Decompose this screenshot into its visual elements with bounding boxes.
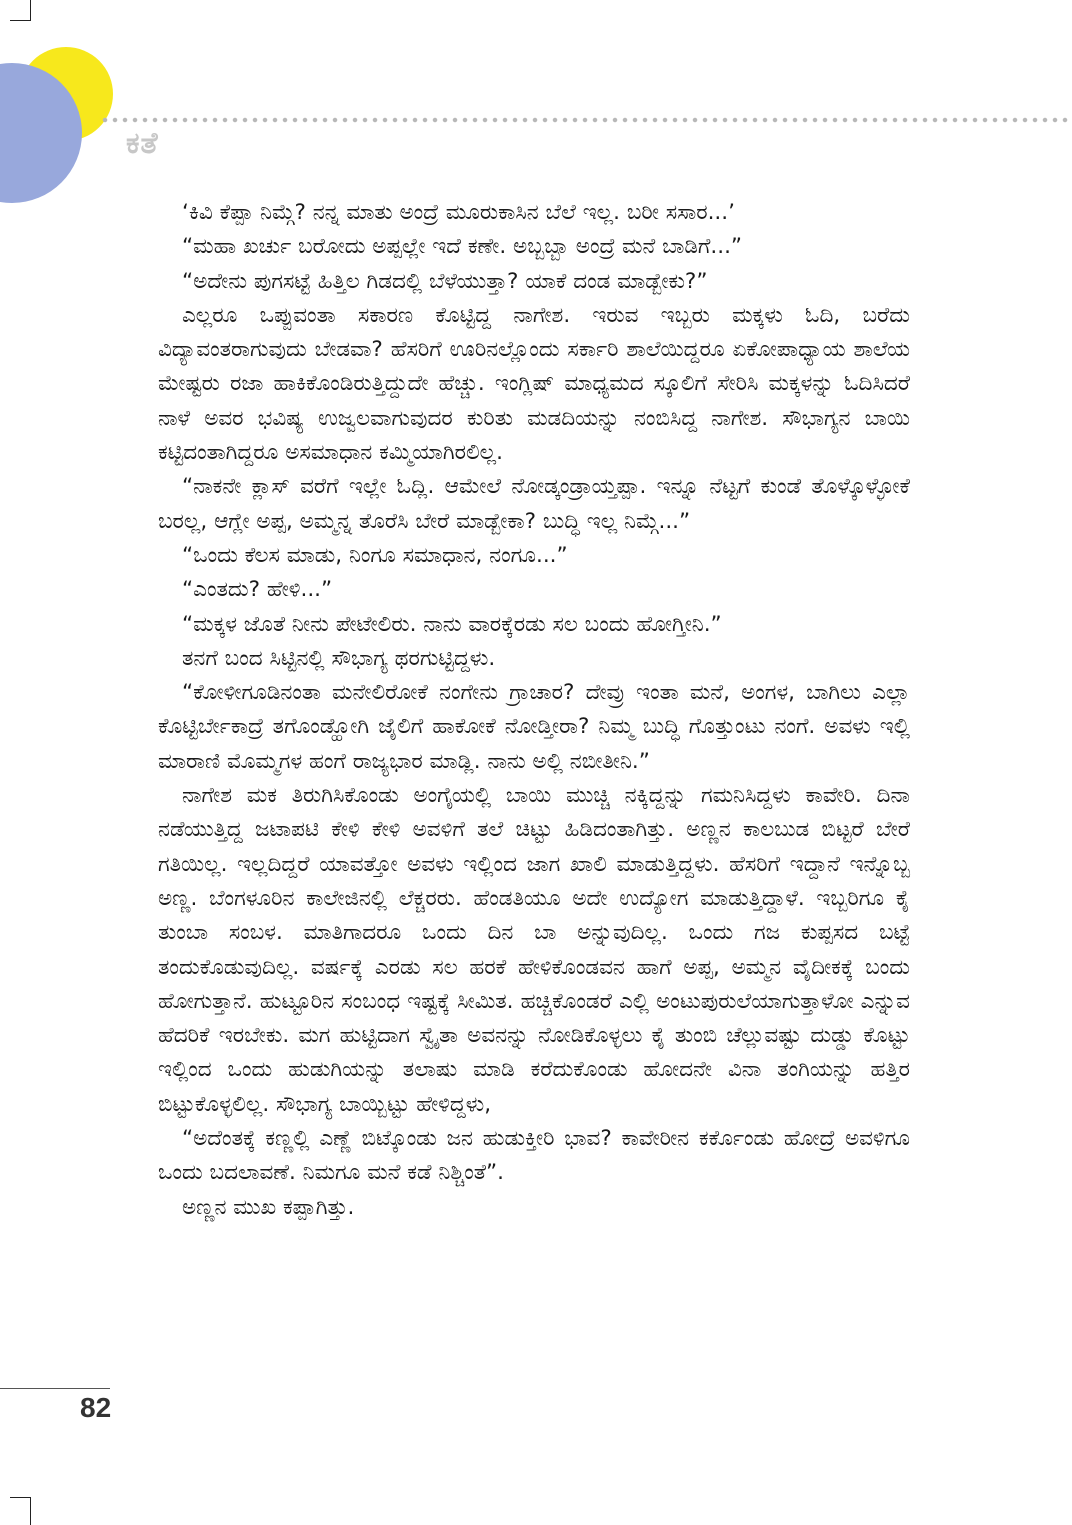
paragraph: “ಅದೆಂತಕ್ಕೆ ಕಣ್ಣಲ್ಲಿ ಎಣ್ಣೆ ಬಿಟ್ಕೊಂಡು ಜನ ಹುಡುಕ್ತೀರಿ ಭಾವ? ಕಾವೇರೀನ ಕರ್ಕೊಂಡು ಹೋದ್ರೆ ಅವಳಿಗೂ ಒಂದು ಬದಲಾವಣೆ. ನಿಮಗೂ ಮನೆ ಕಡೆ ನಿಶ್ಚಿಂತೆ”.: [158, 1126, 910, 1186]
paragraph: “ಮಕ್ಕಳ ಜೊತೆ ನೀನು ಪೇಟೇಲಿರು. ನಾನು ವಾರಕ್ಕೆರಡು ಸಲ ಬಂದು ಹೋಗ್ತೀನಿ.”: [182, 611, 722, 637]
paragraph: ಅಣ್ಣನ ಮುಖ ಕಪ್ಪಾಗಿತ್ತು.: [182, 1194, 355, 1220]
paragraph: “ಎಂತದು? ಹೇಳಿ...”: [182, 577, 333, 603]
crop-mark-top-left-h: [10, 20, 31, 21]
paragraph: ‘ಕಿವಿ ಕೆಪ್ಪಾ ನಿಮ್ಗೆ? ನನ್ನ ಮಾತು ಅಂದ್ರೆ ಮೂರುಕಾಸಿನ ಬೆಲೆ ಇಲ್ಲ. ಬರೀ ಸಸಾರ...’: [182, 200, 735, 225]
paragraph: “ಅದೇನು ಪುಗಸಟ್ಟೆ ಹಿತ್ತಿಲ ಗಿಡದಲ್ಲಿ ಬೆಳೆಯುತ್ತಾ? ಯಾಕೆ ದಂಡ ಮಾಡ್ಬೇಕು?”: [182, 268, 708, 294]
paragraph: ಎಲ್ಲರೂ ಒಪ್ಪುವಂತಾ ಸಕಾರಣ ಕೊಟ್ಟಿದ್ದ ನಾಗೇಶ. ಇರುವ ಇಬ್ಬರು ಮಕ್ಕಳು ಓದಿ, ಬರೆದು ವಿದ್ಯಾವಂತರಾಗುವುದು ಬೇಡವಾ? ಹೆಸರಿಗೆ ಊರಿನಲ್ಲೊಂದು ಸರ್ಕಾರಿ ಶಾಲೆಯಿದ್ದರೂ ಏಕೋಪಾಧ್ಯಾಯ ಶಾಲೆಯ ಮೇಷ್ಟರು ರಜಾ ಹಾಕಿಕೊಂಡಿರುತ್ತಿದ್ದುದೇ ಹೆಚ್ಚು. ಇಂಗ್ಲಿಷ್ ಮಾಧ್ಯಮದ ಸ್ಕೂಲಿಗೆ ಸೇರಿಸಿ ಮಕ್ಕಳನ್ನು ಓದಿಸಿದರೆ ನಾಳೆ ಅವರ ಭವಿಷ್ಯ ಉಜ್ವಲವಾಗುವುದರ ಕುರಿತು ಮಡದಿಯನ್ನು ನಂಬಿಸಿದ್ದ ನಾಗೇಶ. ಸೌಭಾಗ್ಯನ ಬಾಯಿ ಕಟ್ಟಿದಂತಾಗಿದ್ದರೂ ಅಸಮಾಧಾನ ಕಮ್ಮಿಯಾಗಿರಲಿಲ್ಲ.: [158, 302, 910, 466]
paragraph: “ಒಂದು ಕೆಲಸ ಮಾಡು, ನಿಂಗೂ ಸಮಾಧಾನ, ನಂಗೂ...”: [182, 542, 568, 568]
footer-rule: [0, 1388, 110, 1389]
page-number: 82: [80, 1392, 112, 1423]
crop-mark-bottom-left-v: [30, 1497, 31, 1525]
story-body: [158, 196, 910, 1225]
paragraph: ನಾಗೇಶ ಮಕ ತಿರುಗಿಸಿಕೊಂಡು ಅಂಗೈಯಲ್ಲಿ ಬಾಯಿ ಮುಚ್ಚಿ ನಕ್ಕಿದ್ದನ್ನು ಗಮನಿಸಿದ್ದಳು ಕಾವೇರಿ. ದಿನಾ ನಡೆಯುತ್ತಿದ್ದ ಜಟಾಪಟಿ ಕೇಳಿ ಕೇಳಿ ಅವಳಿಗೆ ತಲೆ ಚಿಟ್ಟು ಹಿಡಿದಂತಾಗಿತ್ತು. ಅಣ್ಣನ ಕಾಲಬುಡ ಬಿಟ್ಟರೆ ಬೇರೆ ಗತಿಯಿಲ್ಲ. ಇಲ್ಲದಿದ್ದರೆ ಯಾವತ್ತೋ ಅವಳು ಇಲ್ಲಿಂದ ಜಾಗ ಖಾಲಿ ಮಾಡುತ್ತಿದ್ದಳು. ಹೆಸರಿಗೆ ಇದ್ದಾನೆ ಇನ್ನೊಬ್ಬ ಅಣ್ಣ. ಬೆಂಗಳೂರಿನ ಕಾಲೇಜಿನಲ್ಲಿ ಲೆಕ್ಚರರು. ಹೆಂಡತಿಯೂ ಅದೇ ಉದ್ಯೋಗ ಮಾಡುತ್ತಿದ್ದಾಳೆ. ಇಬ್ಬರಿಗೂ ಕೈ ತುಂಬಾ ಸಂಬಳ. ಮಾತಿಗಾದರೂ ಒಂದು ದಿನ ಬಾ ಅನ್ನುವುದಿಲ್ಲ. ಒಂದು ಗಜ ಕುಪ್ಪಸದ ಬಟ್ಟೆ ತಂದುಕೊಡುವುದಿಲ್ಲ. ವರ್ಷಕ್ಕೆ ಎರಡು ಸಲ ಹರಕೆ ಹೇಳಿಕೊಂಡವನ ಹಾಗೆ ಅಪ್ಪ, ಅಮ್ಮನ ವೈದೀಕಕ್ಕೆ ಬಂದು ಹೋಗುತ್ತಾನೆ. ಹುಟ್ಟೂರಿನ ಸಂಬಂಧ ಇಷ್ಟಕ್ಕೆ ಸೀಮಿತ. ಹಚ್ಚಿಕೊಂಡರೆ ಎಲ್ಲಿ ಅಂಟುಪುರುಲೆಯಾಗುತ್ತಾಳೋ ಎನ್ನುವ ಹೆದರಿಕೆ ಇರಬೇಕು. ಮಗ ಹುಟ್ಟಿದಾಗ ಸ್ವೈತಾ ಅವನನ್ನು ನೋಡಿಕೊಳ್ಳಲು ಕೈ ತುಂಬಿ ಚೆಲ್ಲುವಷ್ಟು ದುಡ್ಡು ಕೊಟ್ಟು ಇಲ್ಲಿಂದ ಒಂದು ಹುಡುಗಿಯನ್ನು ತಲಾಷು ಮಾಡಿ ಕರೆದುಕೊಂಡು ಹೋದನೇ ವಿನಾ ತಂಗಿಯನ್ನು ಹತ್ತಿರ ಬಿಟ್ಟುಕೊಳ್ಳಲಿಲ್ಲ. ಸೌಭಾಗ್ಯ ಬಾಯ್ಬಿಟ್ಟು ಹೇಳಿದ್ದಳು,: [158, 783, 910, 1117]
paragraph: “ನಾಕನೇ ಕ್ಲಾಸ್ ವರೆಗೆ ಇಲ್ಲೇ ಓದ್ಲಿ. ಆಮೇಲೆ ನೋಡ್ಕಂಡ್ರಾಯ್ತಪ್ಪಾ. ಇನ್ನೂ ನೆಟ್ಟಗೆ ಕುಂಡೆ ತೊಳ್ಕೊಳ್ಳೋಕೆ ಬರಲ್ಲ, ಆಗ್ಲೇ ಅಪ್ಪ, ಅಮ್ಮನ್ನ ತೊರೆಸಿ ಬೇರೆ ಮಾಡ್ಬೇಕಾ? ಬುದ್ಧಿ ಇಲ್ಲ ನಿಮ್ಗೆ...”: [158, 474, 910, 534]
crop-mark-top-left-v: [30, 0, 31, 20]
paragraph: “ಕೋಳೀಗೂಡಿನಂತಾ ಮನೇಲಿರೋಕೆ ನಂಗೇನು ಗ್ರಾಚಾರ? ದೇವ್ರು ಇಂತಾ ಮನೆ, ಅಂಗಳ, ಬಾಗಿಲು ಎಲ್ಲಾ ಕೊಟ್ಟಿರ್ಬೇಕಾದ್ರೆ ತಗೊಂಡ್ಹೋಗಿ ಜೈಲಿಗೆ ಹಾಕೋಕೆ ನೋಡ್ತೀರಾ? ನಿಮ್ಮ ಬುದ್ಧಿ ಗೊತ್ತುಂಟು ನಂಗೆ. ಅವಳು ಇಲ್ಲಿ ಮಾರಾಣಿ ಮೊಮ್ಮಗಳ ಹಂಗೆ ರಾಜ್ಯಭಾರ ಮಾಡ್ಲಿ. ನಾನು ಅಲ್ಲಿ ನಬೀತೀನಿ.”: [158, 680, 910, 774]
decorative-circles: [0, 40, 140, 220]
crop-mark-bottom-left-h: [10, 1497, 31, 1498]
paragraph: “ಮಹಾ ಖರ್ಚು ಬರೋದು ಅಪ್ಪಲ್ಲೇ ಇದೆ ಕಣೇ. ಅಬ್ಬಬ್ಬಾ ಅಂದ್ರೆ ಮನೆ ಬಾಡಿಗೆ...”: [182, 234, 743, 260]
paragraph: ತನಗೆ ಬಂದ ಸಿಟ್ಟಿನಲ್ಲಿ ಸೌಭಾಗ್ಯ ಥರಗುಟ್ಟಿದ್ದಳು.: [182, 645, 496, 671]
section-label: ಕತೆ: [126, 126, 159, 161]
dotted-header-rule: [100, 116, 1072, 124]
